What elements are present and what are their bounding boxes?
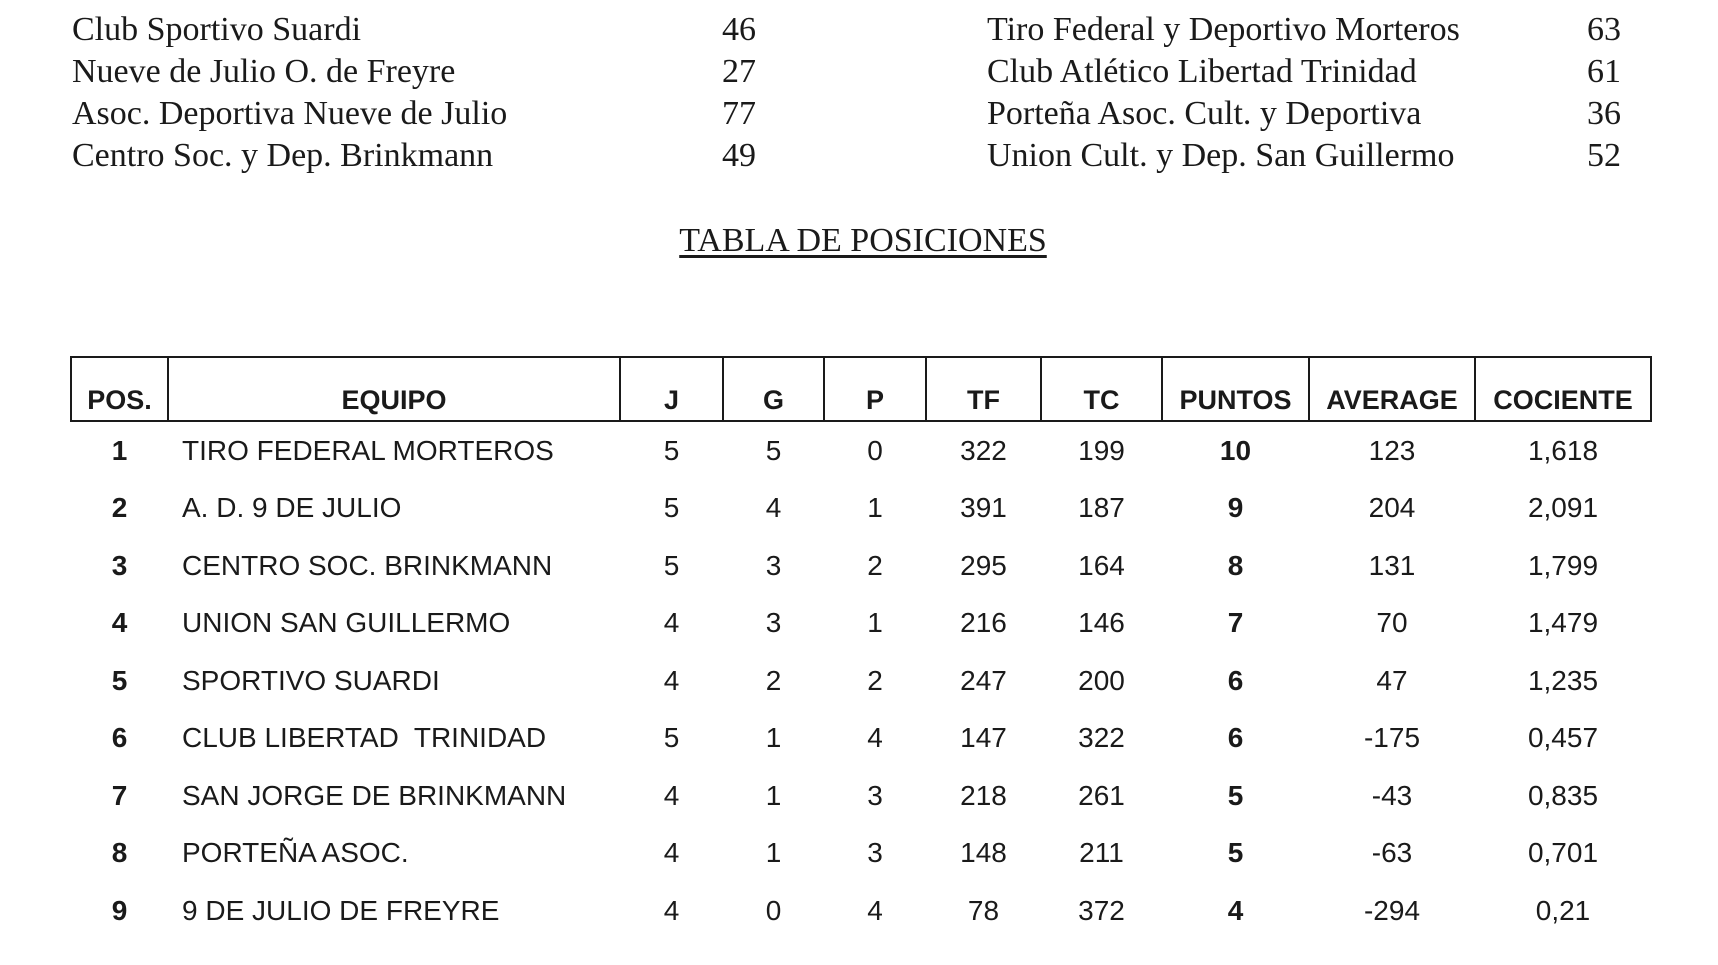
cell-cociente: 1,618 bbox=[1527, 434, 1599, 466]
result-row bbox=[987, 51, 1687, 93]
cell-tf: 78 bbox=[967, 894, 1000, 926]
cell-j: 5 bbox=[663, 549, 680, 581]
cell-g: 4 bbox=[765, 492, 782, 524]
result-row bbox=[987, 135, 1687, 177]
table-row bbox=[71, 710, 1651, 768]
cell-p: 4 bbox=[867, 722, 883, 754]
cell-tc: 211 bbox=[1079, 837, 1124, 869]
result-score: 49 bbox=[722, 137, 756, 174]
cell-g: 1 bbox=[765, 779, 782, 811]
result-score: 52 bbox=[1587, 137, 1621, 174]
header-tf: TF bbox=[926, 357, 1041, 421]
cell-tf: 322 bbox=[960, 434, 1007, 466]
cell-j: 5 bbox=[663, 722, 680, 754]
cell-tf: 295 bbox=[960, 549, 1007, 581]
cell-pos: 1 bbox=[111, 434, 128, 466]
cell-p: 3 bbox=[867, 837, 883, 869]
cell-cociente: 1,235 bbox=[1527, 664, 1599, 696]
cell-tf: 216 bbox=[960, 607, 1007, 639]
cell-g: 3 bbox=[765, 549, 782, 581]
cell-equipo: CLUB LIBERTAD TRINIDAD bbox=[182, 722, 547, 754]
result-team: Porteña Asoc. Cult. y Deportiva bbox=[987, 95, 1422, 132]
result-team: Nueve de Julio O. de Freyre bbox=[72, 53, 456, 90]
cell-tf: 218 bbox=[960, 779, 1007, 811]
cell-tc: 187 bbox=[1078, 492, 1125, 524]
cell-cociente: 2,091 bbox=[1527, 492, 1599, 524]
cell-g: 1 bbox=[765, 837, 782, 869]
cell-equipo: SPORTIVO SUARDI bbox=[182, 664, 440, 696]
cell-tc: 200 bbox=[1078, 664, 1125, 696]
result-team: Centro Soc. y Dep. Brinkmann bbox=[72, 137, 494, 174]
cell-average: 123 bbox=[1368, 434, 1416, 466]
section-title: TABLA DE POSICIONES bbox=[679, 222, 1047, 259]
cell-pos: 6 bbox=[111, 722, 128, 754]
cell-tf: 148 bbox=[960, 837, 1007, 869]
cell-pos: 2 bbox=[111, 492, 128, 524]
cell-pos: 5 bbox=[111, 664, 128, 696]
cell-cociente: 0,21 bbox=[1535, 894, 1591, 926]
cell-g: 0 bbox=[765, 894, 782, 926]
cell-j: 5 bbox=[663, 434, 680, 466]
header-puntos: PUNTOS bbox=[1162, 357, 1309, 421]
cell-average: 70 bbox=[1376, 607, 1408, 639]
table-row bbox=[71, 652, 1651, 710]
cell-p: 3 bbox=[867, 779, 883, 811]
cell-g: 5 bbox=[765, 434, 782, 466]
cell-tf: 247 bbox=[960, 664, 1007, 696]
cell-j: 4 bbox=[663, 837, 680, 869]
cell-cociente: 0,457 bbox=[1527, 722, 1599, 754]
table-row bbox=[71, 537, 1651, 595]
cell-j: 4 bbox=[663, 779, 680, 811]
cell-puntos: 4 bbox=[1227, 894, 1244, 926]
cell-p: 0 bbox=[867, 434, 883, 466]
cell-tc: 146 bbox=[1078, 607, 1125, 639]
cell-average: -43 bbox=[1371, 779, 1413, 811]
standings-table bbox=[70, 356, 1652, 940]
result-row bbox=[72, 93, 792, 135]
cell-cociente: 0,701 bbox=[1527, 837, 1599, 869]
table-row bbox=[71, 421, 1651, 480]
cell-puntos: 6 bbox=[1227, 722, 1244, 754]
cell-equipo: PORTEÑA ASOC. bbox=[182, 837, 409, 869]
cell-pos: 4 bbox=[111, 607, 128, 639]
cell-puntos: 9 bbox=[1227, 492, 1244, 524]
cell-j: 4 bbox=[663, 894, 680, 926]
cell-p: 2 bbox=[867, 549, 883, 581]
results-right-column bbox=[987, 9, 1687, 177]
cell-tc: 164 bbox=[1078, 549, 1125, 581]
cell-pos: 3 bbox=[111, 549, 128, 581]
cell-puntos: 6 bbox=[1227, 664, 1244, 696]
cell-cociente: 0,835 bbox=[1527, 779, 1599, 811]
header-p: P bbox=[824, 357, 926, 421]
result-team: Tiro Federal y Deportivo Morteros bbox=[987, 11, 1460, 48]
results-left-column bbox=[72, 9, 792, 177]
table-row bbox=[71, 480, 1651, 538]
table-header-row bbox=[71, 357, 1651, 421]
cell-p: 2 bbox=[867, 664, 883, 696]
cell-j: 4 bbox=[663, 607, 680, 639]
cell-p: 1 bbox=[867, 607, 883, 639]
cell-equipo: A. D. 9 DE JULIO bbox=[182, 492, 402, 524]
cell-puntos: 5 bbox=[1227, 779, 1244, 811]
cell-equipo: SAN JORGE DE BRINKMANN bbox=[182, 779, 567, 811]
cell-average: 131 bbox=[1368, 549, 1416, 581]
cell-j: 5 bbox=[663, 492, 680, 524]
cell-average: -294 bbox=[1363, 894, 1421, 926]
result-score: 27 bbox=[722, 53, 756, 90]
cell-puntos: 8 bbox=[1227, 549, 1244, 581]
result-row bbox=[987, 93, 1687, 135]
result-row bbox=[987, 9, 1687, 51]
result-score: 46 bbox=[722, 11, 756, 48]
result-team: Union Cult. y Dep. San Guillermo bbox=[987, 137, 1455, 174]
cell-average: 47 bbox=[1376, 664, 1408, 696]
cell-pos: 9 bbox=[111, 894, 128, 926]
cell-tc: 199 bbox=[1078, 434, 1125, 466]
header-equipo: EQUIPO bbox=[168, 357, 620, 421]
result-row bbox=[72, 51, 792, 93]
cell-equipo: TIRO FEDERAL MORTEROS bbox=[182, 434, 554, 466]
cell-p: 4 bbox=[867, 894, 883, 926]
cell-average: -63 bbox=[1371, 837, 1413, 869]
header-j: J bbox=[620, 357, 723, 421]
cell-p: 1 bbox=[867, 492, 883, 524]
cell-g: 1 bbox=[765, 722, 782, 754]
cell-g: 2 bbox=[765, 664, 782, 696]
cell-average: -175 bbox=[1363, 722, 1421, 754]
result-score: 77 bbox=[722, 95, 756, 132]
cell-equipo: CENTRO SOC. BRINKMANN bbox=[182, 549, 553, 581]
cell-puntos: 5 bbox=[1227, 837, 1244, 869]
cell-tc: 261 bbox=[1078, 779, 1125, 811]
cell-cociente: 1,799 bbox=[1527, 549, 1599, 581]
cell-tf: 391 bbox=[960, 492, 1007, 524]
result-team: Club Sportivo Suardi bbox=[72, 11, 362, 48]
header-cociente: COCIENTE bbox=[1475, 357, 1651, 421]
header-average: AVERAGE bbox=[1309, 357, 1475, 421]
result-team: Club Atlético Libertad Trinidad bbox=[987, 53, 1417, 90]
result-score: 36 bbox=[1587, 95, 1621, 132]
cell-g: 3 bbox=[765, 607, 782, 639]
result-score: 61 bbox=[1587, 53, 1621, 90]
table-row bbox=[71, 595, 1651, 653]
header-pos: POS. bbox=[71, 357, 168, 421]
table-row bbox=[71, 767, 1651, 825]
cell-tc: 372 bbox=[1078, 894, 1125, 926]
cell-tf: 147 bbox=[960, 722, 1007, 754]
cell-equipo: UNION SAN GUILLERMO bbox=[182, 607, 511, 639]
cell-equipo: 9 DE JULIO DE FREYRE bbox=[182, 894, 500, 926]
cell-pos: 7 bbox=[111, 779, 128, 811]
cell-j: 4 bbox=[663, 664, 680, 696]
result-score: 63 bbox=[1587, 11, 1621, 48]
result-row bbox=[72, 135, 792, 177]
table-row bbox=[71, 882, 1651, 940]
table-row bbox=[71, 825, 1651, 883]
cell-tc: 322 bbox=[1078, 722, 1125, 754]
result-row bbox=[72, 9, 792, 51]
cell-puntos: 7 bbox=[1227, 607, 1244, 639]
header-tc: TC bbox=[1041, 357, 1162, 421]
result-team: Asoc. Deportiva Nueve de Julio bbox=[72, 95, 508, 132]
cell-pos: 8 bbox=[111, 837, 128, 869]
header-g: G bbox=[723, 357, 824, 421]
cell-cociente: 1,479 bbox=[1527, 607, 1599, 639]
cell-puntos: 10 bbox=[1219, 434, 1252, 466]
cell-average: 204 bbox=[1368, 492, 1416, 524]
